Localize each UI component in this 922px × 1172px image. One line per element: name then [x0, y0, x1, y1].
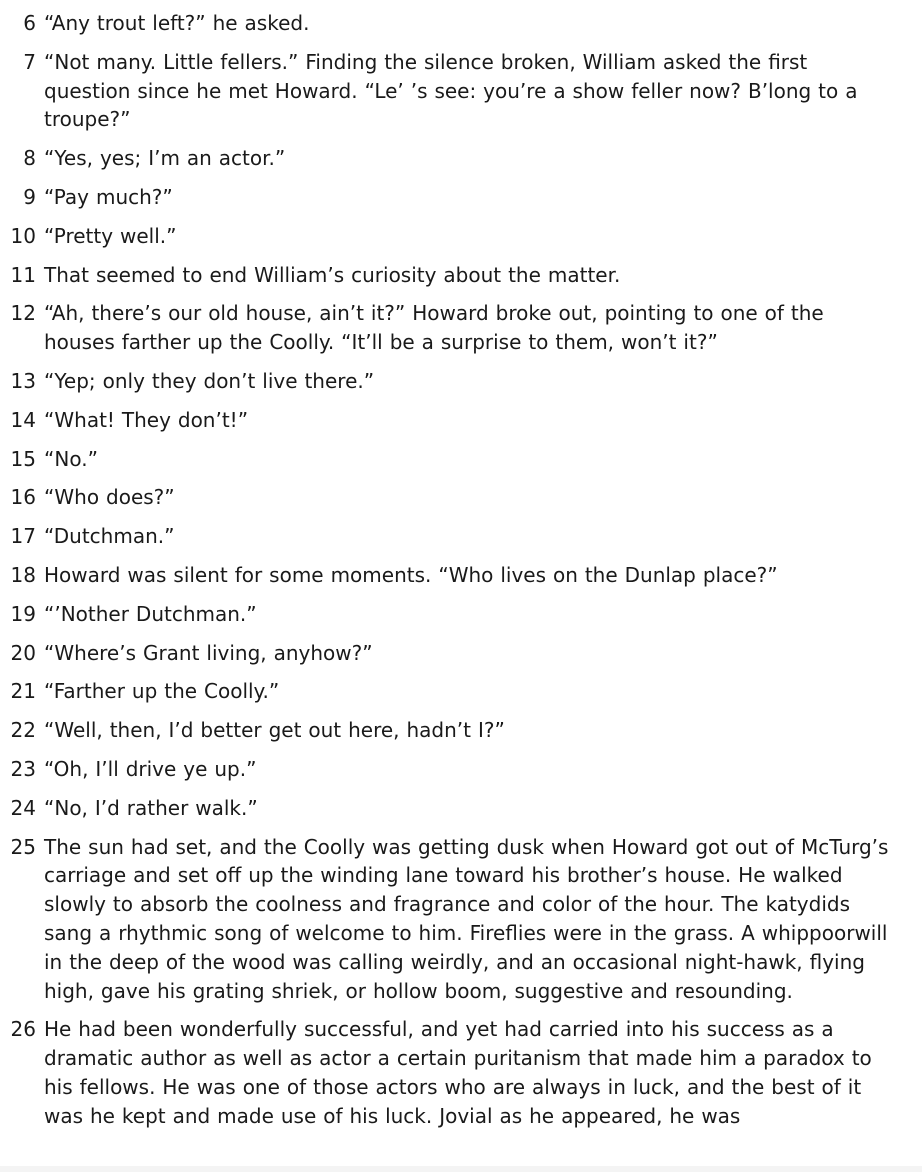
- paragraph-number: 21: [10, 679, 36, 704]
- paragraph-23: [0, 755, 922, 784]
- paragraph-text: “Yes, yes; I’m an actor.”: [44, 146, 286, 171]
- paragraph-24: [0, 794, 922, 823]
- document-page: [0, 9, 922, 1141]
- paragraph-number: 15: [10, 446, 36, 471]
- paragraph-number: 14: [10, 407, 36, 432]
- paragraph-number: 10: [10, 223, 36, 248]
- paragraph-number: 24: [10, 795, 36, 820]
- paragraph-8: [0, 144, 922, 173]
- paragraph-text: “Dutchman.”: [44, 524, 175, 549]
- paragraph-number: 20: [10, 640, 36, 665]
- paragraph-text: “Oh, I’ll drive ye up.”: [44, 756, 257, 781]
- paragraph-26: [0, 1015, 922, 1130]
- paragraph-text: “No.”: [44, 446, 98, 471]
- paragraph-number: 12: [10, 301, 36, 326]
- paragraph-7: [0, 48, 922, 134]
- paragraph-text: “Who does?”: [44, 485, 175, 510]
- paragraph-text: “Pretty well.”: [44, 223, 177, 248]
- paragraph-17: [0, 522, 922, 551]
- paragraph-13: [0, 367, 922, 396]
- paragraph-text: “Farther up the Coolly.”: [44, 679, 280, 704]
- paragraph-number: 19: [10, 601, 36, 626]
- paragraph-16: [0, 483, 922, 512]
- paragraph-number: 8: [23, 146, 36, 171]
- paragraph-number: 6: [23, 11, 36, 35]
- paragraph-15: [0, 445, 922, 474]
- paragraph-text: Howard was silent for some moments. “Who lives on the Dunlap place?”: [44, 562, 778, 587]
- paragraph-number: 16: [10, 485, 36, 510]
- paragraph-number: 17: [10, 524, 36, 549]
- paragraph-14: [0, 406, 922, 435]
- paragraph-text: “No, I’d rather walk.”: [44, 795, 258, 820]
- paragraph-6: [0, 9, 922, 38]
- paragraph-number: 25: [10, 834, 36, 859]
- paragraph-text: “Where’s Grant living, anyhow?”: [44, 640, 373, 665]
- paragraph-number: 13: [10, 368, 36, 393]
- paragraph-25: [0, 833, 922, 1006]
- paragraph-number: 9: [23, 184, 36, 209]
- paragraph-21: [0, 677, 922, 706]
- paragraph-number: 18: [10, 562, 36, 587]
- paragraph-number: 7: [23, 49, 36, 74]
- paragraph-text: “Not many. Little fellers.” Finding the silence broken, William asked the first question since he met Howard. “Le’ ’s see: you’re a show feller now? B’long to a troupe?”: [44, 49, 858, 132]
- paragraph-22: [0, 716, 922, 745]
- page-bottom-edge: [0, 1166, 922, 1172]
- paragraph-text: “Any trout left?” he asked.: [44, 11, 310, 35]
- paragraph-number: 22: [10, 718, 36, 743]
- paragraph-9: [0, 183, 922, 212]
- paragraph-18: [0, 561, 922, 590]
- paragraph-text: “What! They don’t!”: [44, 407, 249, 432]
- paragraph-number: 26: [10, 1017, 36, 1042]
- paragraph-20: [0, 639, 922, 668]
- paragraph-text: He had been wonderfully successful, and yet had carried into his success as a dramatic author as well as actor a certain puritanism that made him a paradox to his fellows. He was one of those actors who are always in luck, and the best of it was he kept and made use of his luck. Jovial as he appeared, he was: [44, 1017, 872, 1128]
- paragraph-10: [0, 222, 922, 251]
- paragraph-19: [0, 600, 922, 629]
- paragraph-text: “Ah, there’s our old house, ain’t it?” Howard broke out, pointing to one of the houses farther up the Coolly. “It’ll be a surprise to them, won’t it?”: [44, 301, 824, 355]
- paragraph-text: The sun had set, and the Coolly was getting dusk when Howard got out of McTurg’s carriage and set off up the winding lane toward his brother’s house. He walked slowly to absorb the coolness and fragrance and color of the hour. The katydids sang a rhythmic song of welcome to him. Fireflies were in the grass. A whippoorwill in the deep of the wood was calling weirdly, and an occasional night-hawk, flying high, gave his grating shriek, or hollow boom, suggestive and resounding.: [44, 834, 889, 1003]
- paragraph-text: “Yep; only they don’t live there.”: [44, 368, 375, 393]
- paragraph-number: 11: [10, 262, 36, 287]
- paragraph-text: “Pay much?”: [44, 184, 173, 209]
- paragraph-11: [0, 261, 922, 290]
- paragraph-number: 23: [10, 756, 36, 781]
- paragraph-text: “Well, then, I’d better get out here, hadn’t I?”: [44, 718, 505, 743]
- paragraph-12: [0, 299, 922, 357]
- paragraph-text: That seemed to end William’s curiosity about the matter.: [44, 262, 621, 287]
- paragraph-text: “’Nother Dutchman.”: [44, 601, 257, 626]
